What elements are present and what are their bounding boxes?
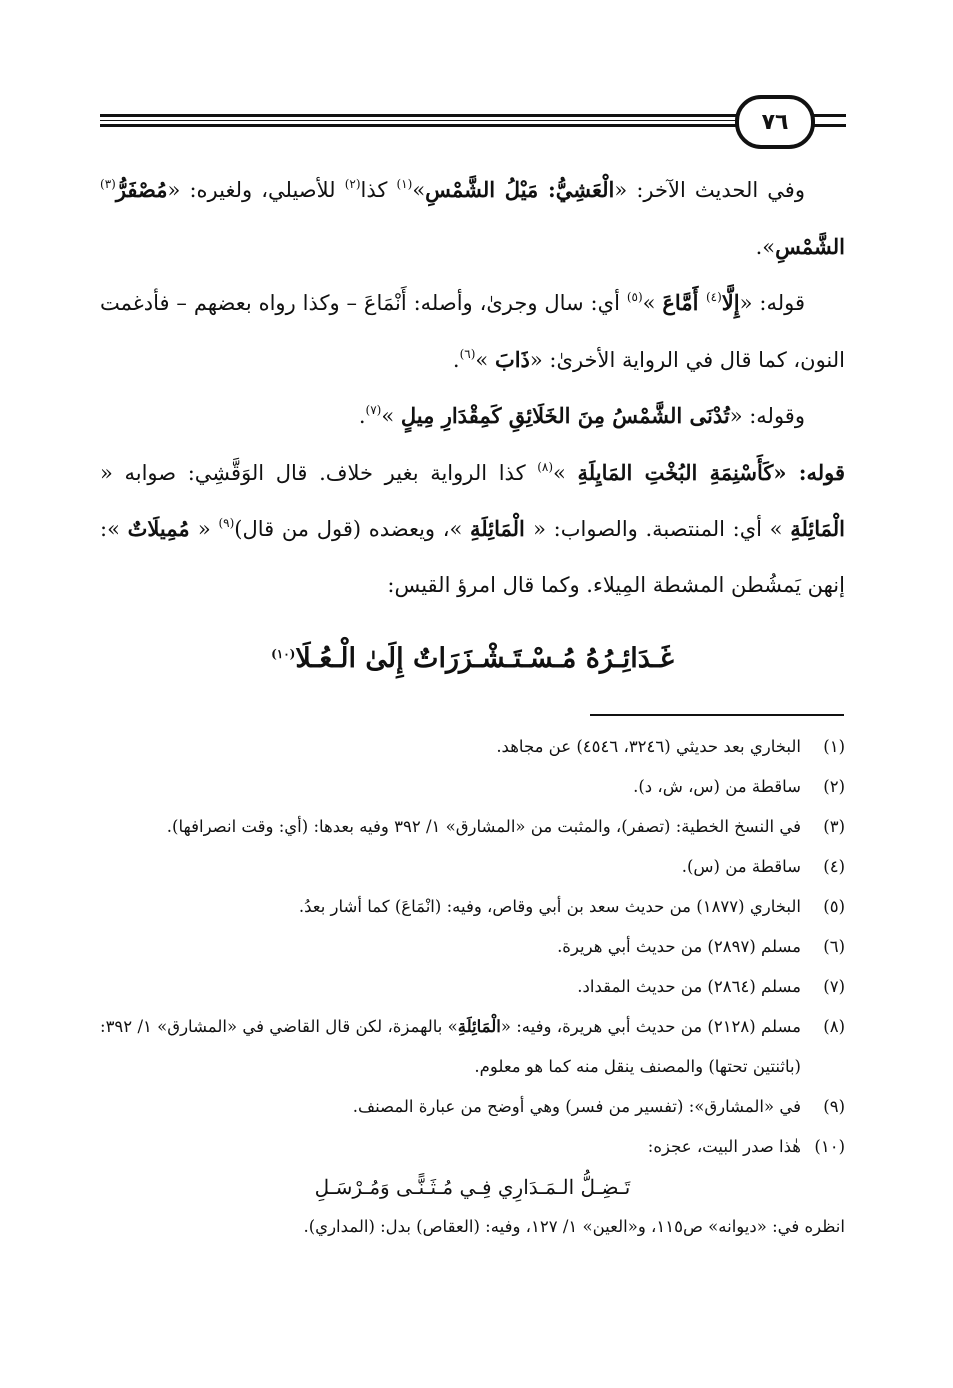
header-rule-middle <box>100 120 736 121</box>
footnote-number: (١٠) <box>814 1137 845 1156</box>
footnote-verse: تَـضِـلُّ الـمَـدَارِي فِـي مُـثَـنًّـى وَمُـرْسَـلِ <box>314 1175 631 1199</box>
footnote-ref-9[interactable]: (٩) <box>218 516 235 530</box>
text-run: . <box>358 404 366 428</box>
text-run: قوله: « <box>739 291 805 315</box>
text-run: كذا <box>360 178 397 202</box>
text-run: »، ويعضده (قول من قال) <box>234 517 471 541</box>
paragraph-4 <box>100 445 845 614</box>
hadith-quote: تُدْنَى الشَّمْسُ مِنَ الخَلَائِقِ كَمِقْدَارِ مِيلٍ <box>400 403 730 428</box>
text-run: » <box>475 347 495 372</box>
text-run: كذا الرواية بغير خلاف. قال الوَقَّشِي: صوابه « <box>100 460 538 485</box>
footnote-4 <box>100 847 845 887</box>
footnote-number: (٩) <box>823 1097 845 1116</box>
hadith-quote: الْمَائِلَةِ <box>790 516 846 541</box>
hadith-quote: الشَّمْسِ <box>775 233 845 259</box>
text-run: » بالهمزة، لكن قال القاضي في «المشارق» ١/ ٣٩٢: (باثنتين تحتها) والمصنف ينقل منه كما هو معلوم. <box>100 1017 801 1076</box>
text-run: »: إنهن يَمشُطن المشطة المِيلاء. وكما قال امرؤ القيس: <box>100 517 845 597</box>
footnote-number: (٦) <box>823 937 845 956</box>
hadith-quote: أَمَّاعَ <box>662 290 706 315</box>
footnote-5 <box>100 887 845 927</box>
text-run: « <box>197 517 219 541</box>
footnote-6 <box>100 927 845 967</box>
footnote-1 <box>100 727 845 767</box>
poetry-verse <box>100 632 845 686</box>
footnotes <box>100 727 845 1247</box>
page-number-badge <box>735 95 815 149</box>
footnote-number: (٢) <box>823 777 845 796</box>
footnote-text: مسلم (٢٨٩٧) من حديث أبي هريرة. <box>557 937 801 956</box>
footnote-text: البخاري (١٨٧٧) من حديث سعد بن أبي وقاص، وفيه: (انْمَاعَ) كما أشار بعدُ. <box>298 897 801 916</box>
hadith-quote: مُصْفَرُّ <box>115 177 168 202</box>
header-rule-top <box>100 114 736 117</box>
footnote-text: ساقطة من (س، ش، د). <box>633 777 801 796</box>
text-run: وفي الحديث الآخر: « <box>614 178 805 202</box>
footnote-text: البخاري بعد حديثي (٣٢٤٦، ٤٥٤٦) عن مجاهد. <box>496 737 801 756</box>
text-run: وقوله: « <box>729 404 805 428</box>
hadith-quote: الْمَائِلَةِ <box>457 1017 501 1036</box>
footnote-source: انظره في: «ديوانه» ص١١٥، و«العين» ١/ ١٢٧، وفيه: (العقاص) بدل: (المداري). <box>303 1217 845 1236</box>
footnote-number: (٤) <box>823 857 845 876</box>
paragraph-3 <box>100 388 845 445</box>
footnote-ref-8[interactable]: (٨) <box>537 459 554 474</box>
paragraph-2 <box>100 275 845 388</box>
footnote-text: في النسخ الخطية: (تصفر)، والمثبت من «المشارق» ١/ ٣٩٢ وفيه بعدها: (أي: وقت انصرافها). <box>166 817 801 836</box>
footnote-text: في «المشارق»: (تفسير من فسر) وهي أوضح من عبارة المصنف. <box>352 1097 801 1116</box>
footnote-ref-7[interactable]: (٧) <box>365 403 382 417</box>
paragraph-1 <box>100 162 845 275</box>
footnote-ref-2[interactable]: (٢) <box>344 177 361 191</box>
header-rule-bottom <box>100 124 736 127</box>
footnote-text: هٰذا صدر البيت، عجزه: <box>647 1137 801 1156</box>
hadith-quote: الْمَائِلَةِ <box>470 516 534 541</box>
text-run: . <box>452 347 460 372</box>
verse-text: غَـدَائِـرُهُ مُـسْـتَـشْـزَرَاتٌ إِلَىٰ الْـعُـلَا <box>295 643 674 674</box>
footnote-10 <box>100 1127 845 1167</box>
footnote-number: (٥) <box>823 897 845 916</box>
text-run: » <box>412 178 426 202</box>
text-run: » <box>553 460 578 485</box>
footnote-number: (٨) <box>823 1017 845 1036</box>
text-run: » <box>381 404 401 428</box>
text-run: ». <box>755 234 776 259</box>
footnote-ref-3[interactable]: (٣) <box>100 177 116 191</box>
hadith-quote: الْعَشِيُّ: مَيْلُ الشَّمْسِ <box>425 177 615 202</box>
footnote-text: ساقطة من (س). <box>681 857 801 876</box>
footnote-number: (١) <box>823 737 845 756</box>
footnote-text: مسلم (٢٨٦٤) من حديث المقداد. <box>577 977 801 996</box>
footnote-8 <box>100 1007 845 1087</box>
footnote-ref-5[interactable]: (٥) <box>626 290 643 304</box>
text-run: أي: سال وجرىٰ، وأصله: أَنْمَاعَ – وكذا رواه بعضهم – فأدغمت النون، كما قال في الرواية الأخرىٰ: « <box>100 291 845 372</box>
text-run: » أي: المنتصبة. والصواب: « <box>533 517 791 541</box>
footnote-separator <box>590 714 844 716</box>
text-run: مسلم (٢١٢٨) من حديث أبي هريرة، وفيه: « <box>500 1017 802 1036</box>
footnote-ref-1[interactable]: (١) <box>396 177 413 191</box>
footnote-2 <box>100 767 845 807</box>
hadith-quote: مُمِيلَاتٌ <box>127 516 198 541</box>
text-run: للأصيلي، ولغيره: « <box>167 178 345 202</box>
page-number: ٧٦ <box>761 109 789 135</box>
footnote-9 <box>100 1087 845 1127</box>
footnote-number: (٣) <box>823 817 845 836</box>
footnote-3 <box>100 807 845 847</box>
main-text <box>100 162 845 613</box>
hadith-quote: إِلَّا <box>721 290 740 315</box>
footnote-ref-4[interactable]: (٤) <box>705 290 722 304</box>
footnote-ref-10[interactable]: (١٠) <box>271 647 296 661</box>
hadith-quote: ذَابَ <box>494 346 530 372</box>
footnote-number: (٧) <box>823 977 845 996</box>
footnote-7 <box>100 967 845 1007</box>
hadith-quote: قوله: «كَأَسْنِمَةِ البُخْتِ المَايِلَةِ <box>577 459 846 485</box>
text-run: » <box>642 291 663 315</box>
footnote-text <box>100 1007 801 1087</box>
footnote-ref-6[interactable]: (٦) <box>459 346 476 361</box>
